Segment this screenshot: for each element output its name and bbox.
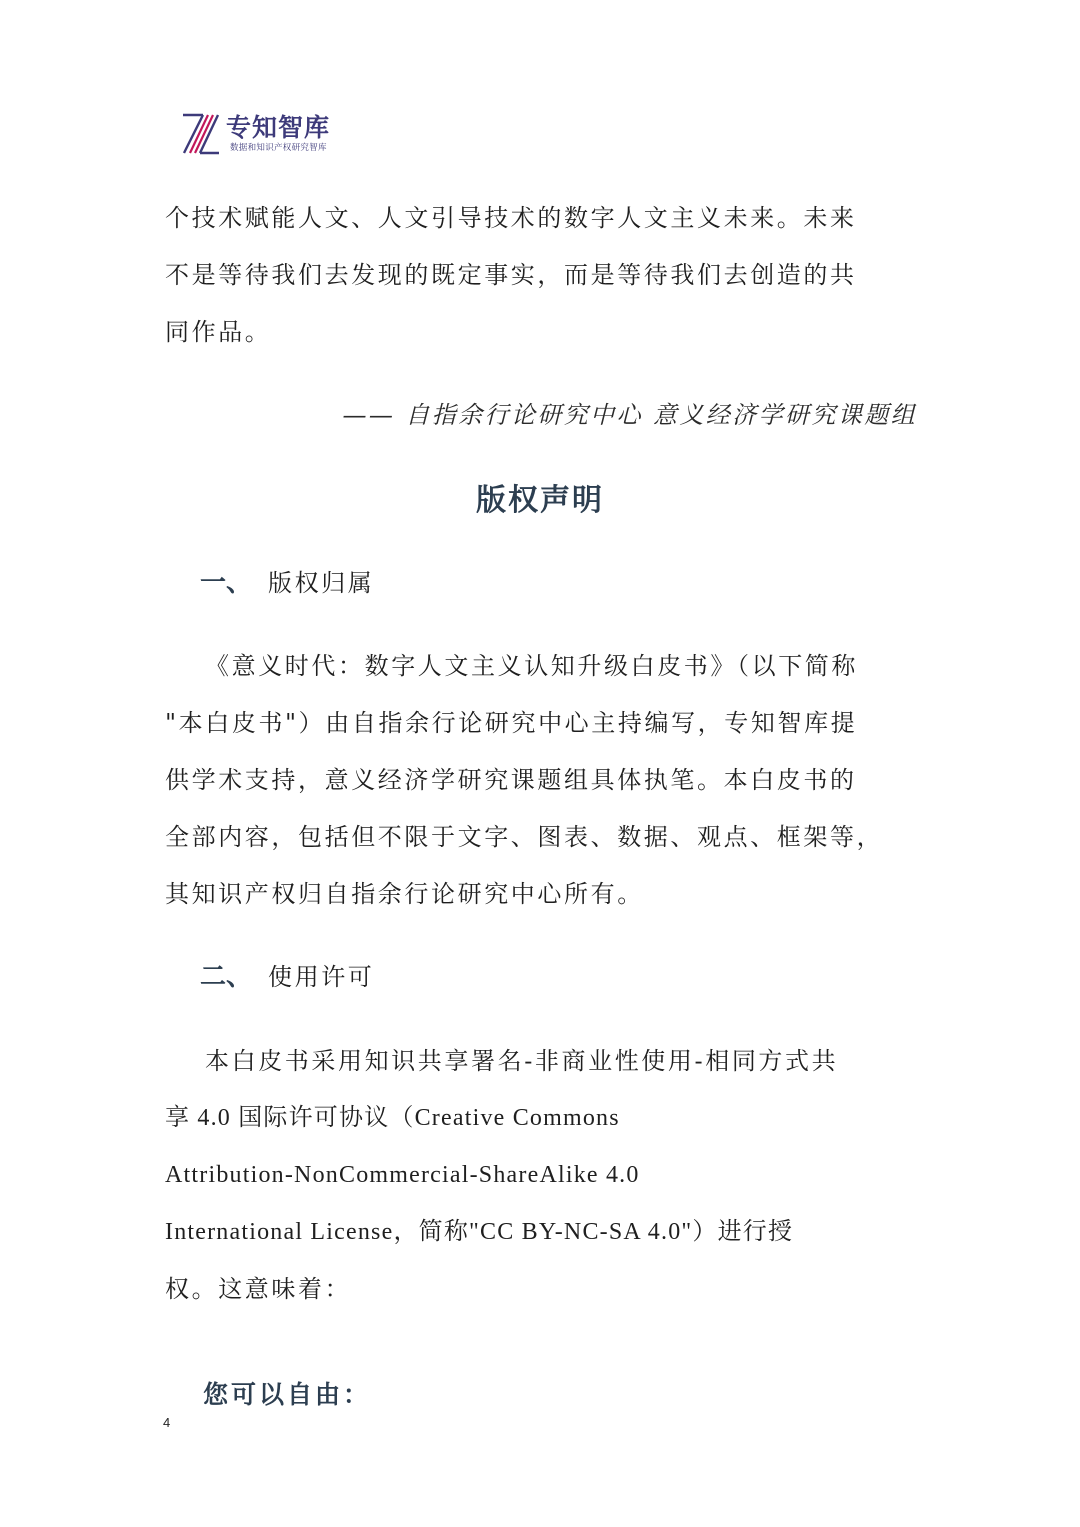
- text-line: 全部内容，包括但不限于文字、图表、数据、观点、框架等，: [165, 823, 884, 851]
- text-line: 《意义时代：数字人文主义认知升级白皮书》（以下简称: [205, 652, 858, 680]
- intro-paragraph: [165, 190, 917, 361]
- section-number: 二、: [200, 962, 253, 992]
- section-number: 一、: [200, 568, 253, 598]
- page-number: 4: [163, 1415, 171, 1430]
- section-title: 版权归属: [268, 569, 375, 597]
- logo-subtitle: 数据和知识产权研究智库: [230, 143, 327, 153]
- page-title: 版权声明: [476, 483, 604, 518]
- text-line: 其知识产权归自指余行论研究中心所有。: [165, 880, 644, 908]
- section-heading-usage-license: [200, 957, 374, 997]
- section-usage-license-body: [165, 1033, 917, 1318]
- text-line: 个技术赋能人文、人文引导技术的数字人文主义未来。未来: [165, 204, 857, 232]
- text-line: 权。这意味着：: [165, 1275, 352, 1303]
- text-line: "本白皮书"）由自指余行论研究中心主持编写，专知智库提: [165, 709, 858, 737]
- text-line: International License，简称"CC BY-NC-SA 4.0"）进行授: [165, 1219, 794, 1245]
- section-copyright-ownership-body: [165, 638, 917, 923]
- attribution-quote: —— 自指余行论研究中心 意义经济学研究课题组: [342, 401, 917, 429]
- zl-stripes-logo-icon: [180, 112, 220, 156]
- section-heading-copyright-ownership: [200, 563, 374, 603]
- text-line: 本白皮书采用知识共享署名-非商业性使用-相同方式共: [205, 1047, 839, 1075]
- text-line: 同作品。: [165, 318, 272, 346]
- text-line: 不是等待我们去发现的既定事实，而是等待我们去创造的共: [165, 261, 857, 289]
- logo-title: 专知智库: [226, 113, 331, 142]
- text-line: 享 4.0 国际许可协议（Creative Commons: [165, 1105, 620, 1131]
- text-line: 供学术支持，意义经济学研究课题组具体执笔。本白皮书的: [165, 766, 857, 794]
- text-line: Attribution-NonCommercial-ShareAlike 4.0: [165, 1162, 640, 1188]
- freedoms-subheading: 您可以自由：: [203, 1380, 372, 1409]
- section-title: 使用许可: [268, 963, 375, 991]
- header-logo: [180, 110, 330, 158]
